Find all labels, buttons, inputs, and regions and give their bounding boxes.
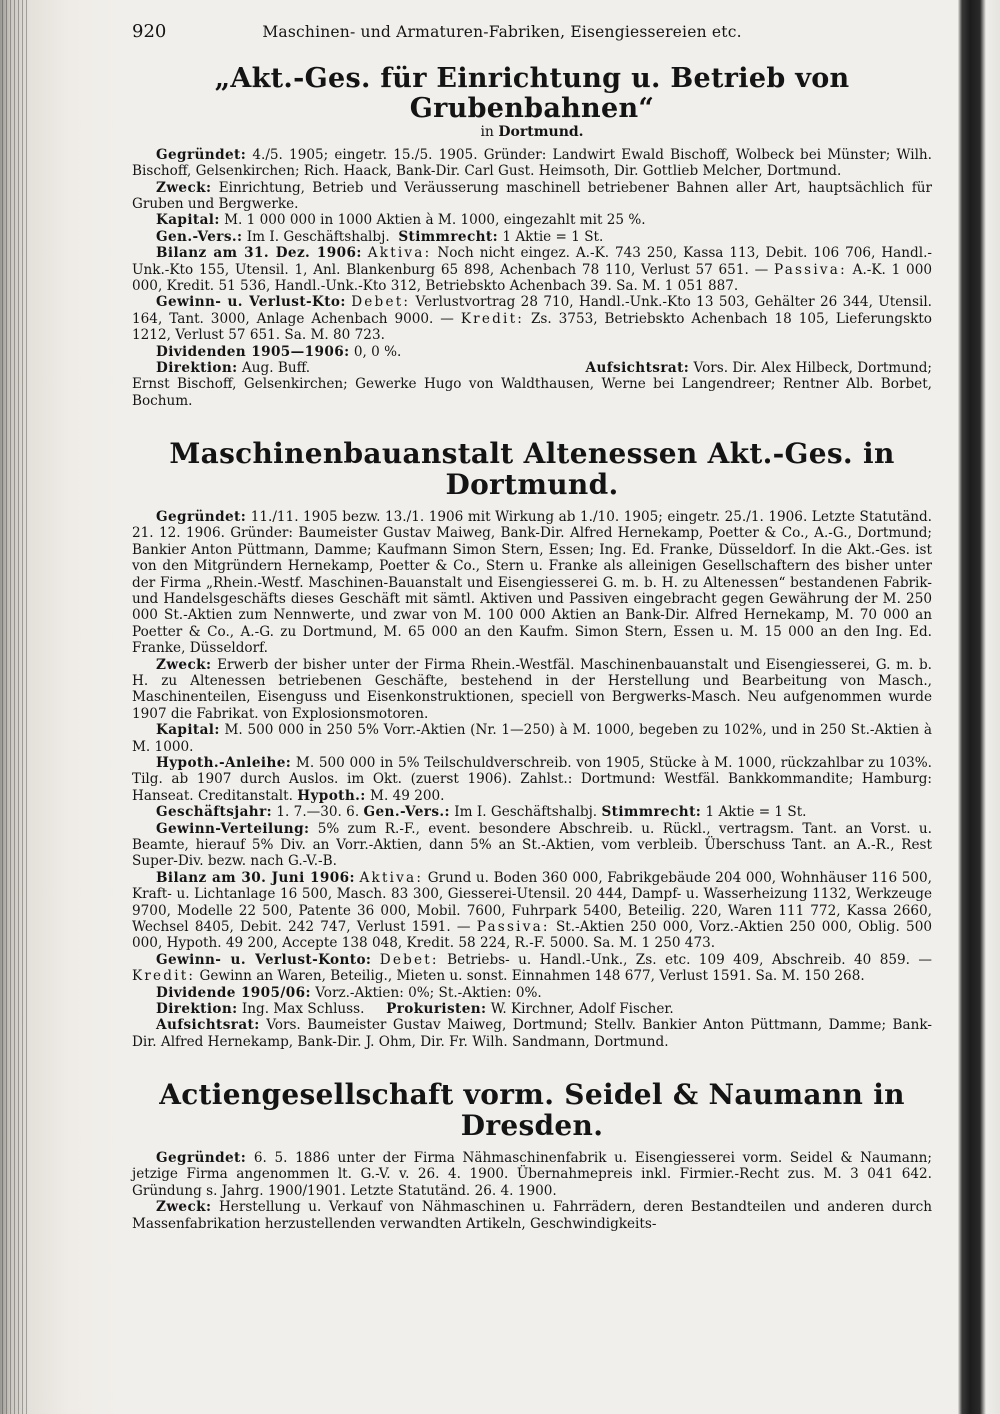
genvers-text: Im I. Geschäftshalbj. bbox=[246, 228, 390, 245]
gegruendet-label: Gegründet: bbox=[156, 1149, 247, 1166]
company1-dividenden bbox=[132, 344, 932, 360]
company2-kapital bbox=[132, 722, 932, 755]
stimmrecht-label: Stimmrecht: bbox=[601, 804, 702, 821]
passiva-label: Passiva: bbox=[773, 261, 847, 278]
hypoth2-text: M. 49 200. bbox=[370, 787, 445, 804]
dividenden-text: 0, 0 %. bbox=[353, 343, 402, 360]
bilanz-passiva: St.-Aktien 250 000, Vorz.-Aktien 250 000, Oblig. 500 000, Hypoth. 49 200, Accepte 138 048, Kredit. 58 224, R.-F. 5000. Sa. M. 1 250 473. bbox=[132, 919, 933, 952]
stimmrecht-label: Stimmrecht: bbox=[398, 228, 499, 245]
page-gutter bbox=[0, 0, 118, 1414]
company3-zweck bbox=[132, 1199, 932, 1232]
page-number: 920 bbox=[132, 21, 167, 42]
gewinn-label: Gewinn- u. Verlust-Konto: bbox=[156, 951, 372, 968]
company2-title: Maschinenbauanstalt Altenessen Akt.-Ges. in Dortmund. bbox=[169, 437, 895, 502]
bilanz-passiva: A.-K. 1 000 000, Kredit. 51 536, Handl.-Unk.-Kto 312, Betriebskto Achenbach 39. Sa. M. 1 051 887. bbox=[132, 261, 932, 295]
gegruendet-text: 6. 5. 1886 unter der Firma Nähmaschinenfabrik u. Eisengiesserei vorm. Seidel & Naumann; jetzige Firma angenommen lt. G.-V. v. 26. 4. 1900. Übernahmepreis inkl. Firmier.-Recht zus. M. 3 041 642. Gründung s. Jahrg. 1900/1901. Letzte Statutänd. 26. 4. 1900. bbox=[132, 1149, 932, 1199]
gegruendet-text: 11./11. 1905 bezw. 13./1. 1906 mit Wirkung ab 1./10. 1905; eingetr. 25./1. 1906. Letzte Statutänd. 21. 12. 1906. Gründer: Baumeister Gustav Maiweg, Bank-Dir. Alfred Hernekamp, Poetter & Co., A.-G., Dortmund; Bankier Anton Püttmann, Damme; Kaufmann Simon Stern, Essen; Ing. Ed. Franke, Düsseldorf. In die Akt.-Ges. ist von den Mitgründern Hernekamp, Poetter & Co., Stern u. Franke als alleinigen Gesellschaftern des bisher unter der Firma „Rhein.-Westf. Maschinen-Bauanstalt und Eisengiesserei G. m. b. H. zu Altenessen“ bestandenen Fabrik- und Handelsgeschäfts dieses Geschäft mit sämtl. Aktiven und Passiven eingebracht gegen Gewährung der M. 250 000 St.-Aktien zum Nennwerte, und zwar von M. 100 000 Aktien an Bank-Dir. Alfred Hernekamp, M. 70 000 an Poetter & Co., A.-G. zu Dortmund, M. 65 000 an den Kaufm. Simon Stern, Essen u. M. 15 000 an den Ing. Ed. Franke, Düsseldorf. bbox=[132, 508, 932, 657]
hypoth-label: Hypoth.-Anleihe: bbox=[156, 754, 292, 771]
prokuristen-label: Prokuristen: bbox=[386, 1001, 487, 1018]
direktion-label: Direktion: bbox=[156, 1001, 238, 1018]
hypoth2-label: Hypoth.: bbox=[297, 787, 366, 804]
company1-gegruendet bbox=[132, 147, 932, 180]
company1-zweck bbox=[132, 180, 932, 213]
company3-gegruendet bbox=[132, 1150, 932, 1199]
direktion-label: Direktion: bbox=[156, 360, 238, 377]
company3-title: Actiengesellschaft vorm. Seidel & Naumann in Dresden. bbox=[159, 1078, 905, 1143]
geschaeftsjahr-text: 1. 7.—30. 6. bbox=[276, 804, 360, 821]
kapital-text: M. 500 000 in 250 5% Vorr.-Aktien (Nr. 1—250) à M. 1000, begeben zu 102%, und in 250 St.-Aktien à M. 1000. bbox=[132, 722, 932, 755]
kredit-label: Kredit: bbox=[132, 968, 196, 985]
gegruendet-text: 4./5. 1905; eingetr. 15./5. 1905. Gründer: Landwirt Ewald Bischoff, Wolbeck bei Münster; Wilh. Bischoff, Gelsenkirchen; Rich. Haack, Bank-Dir. Carl Gust. Heimsoth, Dir. Gottlieb Melcher, Dortmund. bbox=[132, 146, 932, 180]
company1-subtitle bbox=[132, 124, 932, 140]
aktiva-label: Aktiva: bbox=[359, 869, 424, 886]
kapital-label: Kapital: bbox=[156, 722, 220, 739]
zweck-label: Zweck: bbox=[156, 179, 212, 196]
company2-direktion bbox=[132, 1001, 932, 1017]
zweck-text: Erwerb der bisher unter der Firma Rhein.-Westfäl. Maschinenbauanstalt und Eisengiesserei, G. m. b. H. zu Altenessen betriebenen Geschäfte, bestehend in der Herstellung und Bearbeitung von Masch., Maschinenteilen, Eisenguss und Eisenkonstruktionen, speciell von Bergwerks-Masch. Neu aufgenommen wurde 1907 die Fabrikat. von Explosionsmotoren. bbox=[132, 656, 932, 722]
aufsichtsrat-text: Vors. Baumeister Gustav Maiweg, Dortmund; Stellv. Bankier Anton Püttmann, Damme; Bank-Dir. Alfred Hernekamp, Bank-Dir. J. Ohm, Dir. Fr. Wilh. Sandmann, Dortmund. bbox=[132, 1017, 932, 1050]
stimmrecht-text: 1 Aktie = 1 St. bbox=[705, 804, 807, 821]
gewinn-kredit: Zs. 3753, Betriebskto Achenbach 18 105, Lieferungskto 1212, Verlust 57 651. Sa. M. 80 723. bbox=[132, 310, 932, 344]
genvers-text: Im I. Geschäftshalbj. bbox=[454, 804, 598, 821]
company1-bilanz bbox=[132, 245, 932, 294]
company1-aufsichtsrat-rest: Ernst Bischoff, Gelsenkirchen; Gewerke Hugo von Waldthausen, Werne bei Langendreer; Rentner Alb. Borbet, Bochum. bbox=[132, 376, 932, 409]
debet-label: Debet: bbox=[351, 294, 411, 311]
company1-genvers bbox=[132, 229, 932, 245]
company2-bilanz bbox=[132, 870, 932, 952]
company2-geschaeftsjahr bbox=[132, 804, 932, 820]
kredit-label: Kredit: bbox=[460, 310, 525, 327]
company2-gegruendet bbox=[132, 509, 932, 657]
gewinn-label: Gewinn- u. Verlust-Kto: bbox=[156, 294, 346, 311]
geschaeftsjahr-label: Geschäftsjahr: bbox=[156, 804, 273, 821]
hypoth-text: M. 500 000 in 5% Teilschuldverschreib. von 1905, Stücke à M. 1000, rückzahlbar zu 103%. Tilg. ab 1907 durch Auslos. im Okt. (zuerst 1906). Zahlst.: Dortmund: Westfäl. Bankkommandite; Hamburg: Hanseat. Creditanstalt. bbox=[132, 754, 932, 804]
bilanz-label: Bilanz am 31. Dez. 1906: bbox=[156, 245, 362, 262]
zweck-label: Zweck: bbox=[156, 656, 212, 673]
company2-hypoth bbox=[132, 755, 932, 804]
gegruendet-label: Gegründet: bbox=[156, 146, 247, 163]
company1-subtitle-prefix: in bbox=[480, 124, 494, 141]
page-edge-lines bbox=[2, 0, 30, 1414]
running-head bbox=[132, 21, 932, 58]
stimmrecht-text: 1 Aktie = 1 St. bbox=[502, 228, 604, 245]
company1-title: „Akt.-Ges. für Einrichtung u. Betrieb von Grubenbahnen“ bbox=[214, 63, 850, 124]
aufsichtsrat-label: Aufsichtsrat: bbox=[585, 360, 690, 377]
gewinnvert-text: 5% zum R.-F., event. besondere Abschreib. u. Rückl., vertragsm. Tant. an Vorst. u. Beamte, hierauf 5% Div. an Vorr.-Aktien, dann 5% an St.-Aktien, vom verbleib. Überschuss Tant. an A.-R., Rest Super-Div. bezw. nach G.-V.-B. bbox=[132, 820, 932, 870]
direktion-text: Ing. Max Schluss. bbox=[241, 1001, 365, 1018]
company1-gewinn bbox=[132, 294, 932, 343]
zweck-text: Herstellung u. Verkauf von Nähmaschinen u. Fahrrädern, deren Bestandteilen und anderen durch Massenfabrikation herzustellenden verwandten Artikeln, Geschwindigkeits- bbox=[132, 1199, 932, 1232]
company1-direktion-row bbox=[132, 360, 932, 376]
genvers-label: Gen.-Vers.: bbox=[363, 804, 450, 821]
bilanz-aktiva: Grund u. Boden 360 000, Fabrikgebäude 204 000, Wohnhäuser 116 500, Kraft- u. Lichtanlage 16 500, Masch. 83 300, Giesserei-Utensil. 20 444, Dampf- u. Wasserheizung 1132, Werkzeuge 9700, Modelle 22 500, Patente 36 000, Mobil. 7600, Fuhrpark 5400, Beteilig. 220, Waren 111 772, Kassa 2660, Wechsel 8405, Debit. 242 747, Verlust 1591. — bbox=[132, 869, 932, 936]
company1-kapital bbox=[132, 212, 932, 228]
direktion-text: Aug. Buff. bbox=[241, 360, 311, 377]
company1-city: Dortmund. bbox=[498, 124, 584, 141]
gewinn-debet: Verlustvortrag 28 710, Handl.-Unk.-Kto 13 503, Gehälter 26 344, Utensil. 164, Tant. 3000, Anlage Achenbach 9000. — bbox=[132, 294, 932, 327]
zweck-text: Einrichtung, Betrieb und Veräusserung maschinell betriebener Bahnen aller Art, hauptsächlich für Gruben und Bergwerke. bbox=[132, 179, 933, 212]
aufsichtsrat-label: Aufsichtsrat: bbox=[156, 1017, 260, 1034]
dividende-text: Vorz.-Aktien: 0%; St.-Aktien: 0%. bbox=[315, 984, 542, 1001]
bilanz-aktiva: Noch nicht eingez. A.-K. 743 250, Kassa 113, Debit. 106 706, Handl.-Unk.-Kto 155, Utensil. 1, Anl. Blankenburg 65 898, Achenbach 78 110, Verlust 57 651. — bbox=[132, 245, 932, 278]
gewinnvert-label: Gewinn-Verteilung: bbox=[156, 820, 310, 837]
prokuristen-text: W. Kirchner, Adolf Fischer. bbox=[490, 1001, 674, 1018]
company2-zweck bbox=[132, 657, 932, 723]
aufsichtsrat-first: Vors. Dir. Alex Hilbeck, Dortmund; bbox=[693, 360, 932, 377]
gegruendet-label: Gegründet: bbox=[156, 508, 247, 525]
dividende-label: Dividende 1905/06: bbox=[156, 984, 311, 1001]
debet-label: Debet: bbox=[379, 951, 439, 968]
company2-gewinnverteilung bbox=[132, 821, 932, 870]
gewinn-kredit: Gewinn an Waren, Beteilig., Mieten u. sonst. Einnahmen 148 677, Verlust 1591. Sa. M. 150 268. bbox=[199, 968, 865, 985]
company2-gewinn bbox=[132, 952, 932, 985]
kapital-text: M. 1 000 000 in 1000 Aktien à M. 1000, eingezahlt mit 25 %. bbox=[224, 212, 646, 229]
gewinn-debet: Betriebs- u. Handl.-Unk., Zs. etc. 109 409, Abschreib. 40 859. — bbox=[447, 951, 932, 968]
page-edge-right bbox=[958, 0, 1000, 1414]
aktiva-label: Aktiva: bbox=[367, 245, 432, 262]
page-content bbox=[132, 21, 933, 1232]
running-title: Maschinen- und Armaturen-Fabriken, Eisengiessereien etc. bbox=[262, 23, 742, 41]
bilanz-label: Bilanz am 30. Juni 1906: bbox=[156, 869, 355, 886]
zweck-label: Zweck: bbox=[156, 1199, 212, 1216]
company2-aufsichtsrat bbox=[132, 1017, 932, 1050]
genvers-label: Gen.-Vers.: bbox=[156, 228, 243, 245]
company2-dividende bbox=[132, 985, 932, 1001]
dividenden-label: Dividenden 1905—1906: bbox=[156, 343, 350, 360]
passiva-label: Passiva: bbox=[476, 919, 550, 936]
kapital-label: Kapital: bbox=[156, 212, 220, 229]
